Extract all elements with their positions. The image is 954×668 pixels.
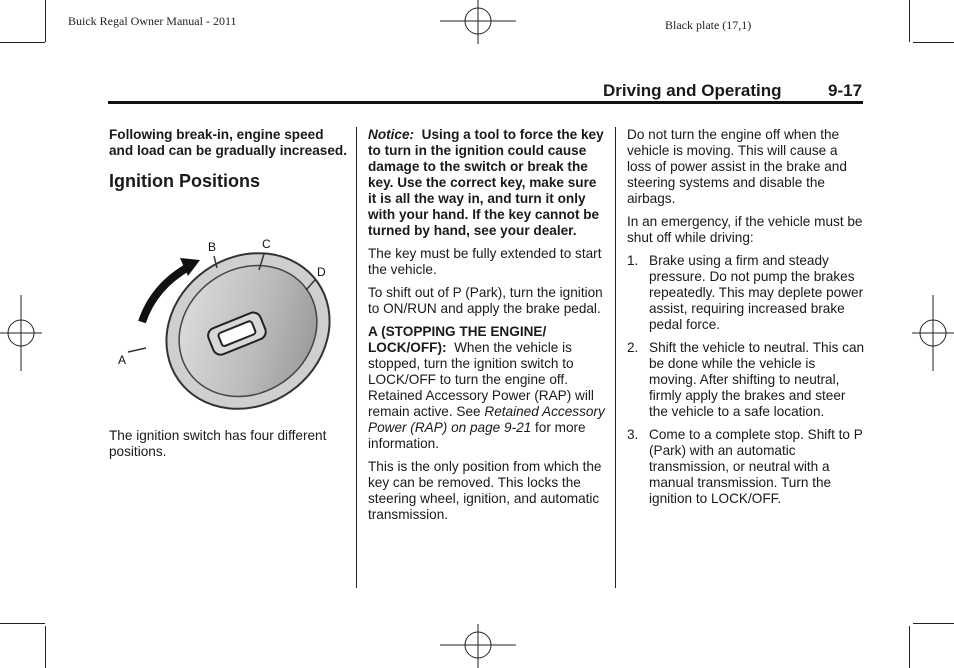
notice-label: Notice:: [368, 127, 415, 142]
ignition-switch-figure: [110, 234, 355, 414]
section-title: Driving and Operating: [603, 81, 782, 100]
position-label-d: D: [317, 265, 326, 279]
position-a-text: When the vehicle is stopped, turn the ignition switch to LOCK/OFF to turn the engine off. Retained Accessory Power (RAP) will remain active. See: [368, 340, 594, 419]
position-label-b: B: [208, 240, 217, 254]
notice-text: Using a tool to force the key to turn in the ignition could cause damage to the switch or break the key. Use the correct key, make sure it is all the way in, and turn it only with your hand. If the key cannot be turned by hand, see your dealer.: [368, 127, 604, 238]
column-3: [627, 127, 865, 514]
figure-caption-wrap: [109, 428, 349, 467]
plate-info: Black plate (17,1): [665, 18, 752, 32]
paragraph: Do not turn the engine off when the vehicle is moving. This will cause a loss of power assist in the brake and steering systems and disable the airbags.: [627, 127, 847, 206]
cross-reference-link[interactable]: Retained Accessory Power (RAP) on page 9-21: [368, 404, 605, 435]
intro-text: Following break-in, engine speed and load can be gradually increased.: [109, 127, 347, 158]
paragraph: The key must be fully extended to start the vehicle.: [368, 246, 602, 277]
registration-mark-left: [0, 295, 42, 371]
paragraph: In an emergency, if the vehicle must be shut off while driving:: [627, 214, 863, 245]
column-divider: [356, 127, 357, 588]
position-label-a: A: [118, 353, 127, 367]
emergency-steps: [627, 253, 865, 507]
list-item: 3. Come to a complete stop. Shift to P (Park) with an automatic transmission, or neutral with a manual transmission. Turn the ignition to LOCK/OFF.: [627, 427, 863, 506]
registration-mark-right: [912, 295, 954, 371]
list-item: 1. Brake using a firm and steady pressure. Do not pump the brakes repeatedly. This may deplete power assist, requiring increased brake pedal force.: [627, 253, 864, 332]
ignition-heading: Ignition Positions: [109, 171, 260, 191]
column-2: [368, 127, 608, 530]
position-a-tail: for more information.: [368, 420, 586, 451]
header-rule: [108, 101, 863, 104]
registration-mark-bottom: [440, 624, 516, 668]
column-divider: [615, 127, 616, 588]
figure-caption: The ignition switch has four different positions.: [109, 428, 327, 459]
paragraph: This is the only position from which the key can be removed. This locks the steering wheel, ignition, and automatic transmission.: [368, 459, 602, 522]
list-item: 2. Shift the vehicle to neutral. This can be done while the vehicle is moving. After shifting to neutral, firmly apply the brakes and steer the vehicle to a safe location.: [627, 340, 865, 419]
column-1: [109, 127, 349, 189]
position-label-c: C: [262, 237, 271, 251]
paragraph: To shift out of P (Park), turn the ignition to ON/RUN and apply the brake pedal.: [368, 285, 603, 316]
manual-title: Buick Regal Owner Manual - 2011: [68, 14, 237, 28]
registration-mark-top: [440, 0, 516, 44]
page-number: 9-17: [828, 81, 863, 100]
position-a-label: A (STOPPING THE ENGINE/ LOCK/OFF):: [368, 324, 547, 355]
